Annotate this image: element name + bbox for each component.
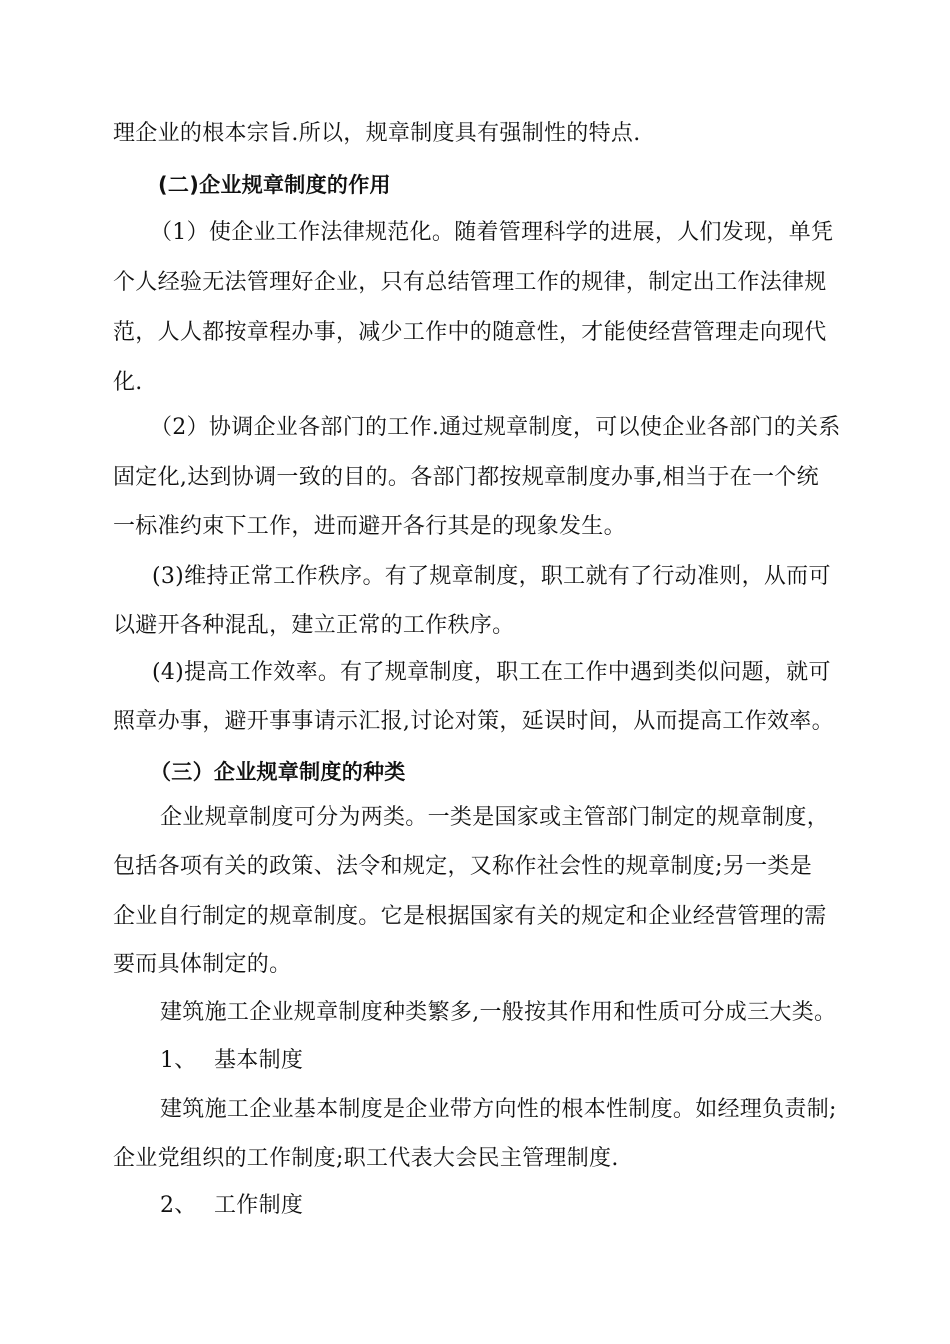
paragraph-line: 建筑施工企业基本制度是企业带方向性的根本性制度。如经理负责制; — [160, 1097, 837, 1122]
list-item — [160, 1046, 890, 1076]
list-item-label: 工作制度 — [214, 1193, 304, 1218]
paragraph-line: 化. — [113, 370, 143, 395]
paragraph-line: 以避开各种混乱，建立正常的工作秩序。 — [113, 613, 515, 638]
section-heading: (二)企业规章制度的作用 — [158, 173, 391, 197]
paragraph-line: 包括各项有关的政策、法令和规定，又称作社会性的规章制度;另一类是 — [113, 854, 813, 879]
list-item-number: 2、 — [160, 1193, 197, 1218]
paragraph-line: 固定化,达到协调一致的目的。各部门都按规章制度办事,相当于在一个统 — [113, 465, 819, 490]
paragraph-line: 范，人人都按章程办事，减少工作中的随意性，才能使经营管理走向现代 — [113, 320, 827, 345]
paragraph-line: 企业自行制定的规章制度。它是根据国家有关的规定和企业经营管理的需 — [113, 904, 827, 929]
paragraph-line: (3)维持正常工作秩序。有了规章制度，职工就有了行动准则，从而可 — [152, 564, 831, 589]
paragraph-line: 理企业的根本宗旨.所以，规章制度具有强制性的特点. — [113, 121, 641, 146]
paragraph-line: （2）协调企业各部门的工作.通过规章制度，可以使企业各部门的关系 — [150, 415, 841, 440]
section-heading: （三）企业规章制度的种类 — [150, 760, 406, 784]
paragraph-line: （1）使企业工作法律规范化。随着管理科学的进展，人们发现，单凭 — [150, 220, 834, 245]
paragraph-line: 建筑施工企业规章制度种类繁多,一般按其作用和性质可分成三大类。 — [160, 1000, 837, 1025]
paragraph-line: (4)提高工作效率。有了规章制度，职工在工作中遇到类似问题，就可 — [152, 660, 831, 685]
paragraph-line: 个人经验无法管理好企业，只有总结管理工作的规律，制定出工作法律规 — [113, 270, 827, 295]
paragraph-line: 要而具体制定的。 — [113, 952, 292, 977]
list-item-label: 基本制度 — [214, 1048, 304, 1073]
paragraph-line: 一标准约束下工作，进而避开各行其是的现象发生。 — [113, 514, 626, 539]
paragraph-line: 企业党组织的工作制度;职工代表大会民主管理制度. — [113, 1146, 619, 1171]
list-item-number: 1、 — [160, 1048, 197, 1073]
paragraph-line: 照章办事，避开事事请示汇报,讨论对策，延误时间，从而提高工作效率。 — [113, 709, 834, 734]
paragraph-line: 企业规章制度可分为两类。一类是国家或主管部门制定的规章制度， — [160, 805, 830, 830]
list-item — [160, 1191, 890, 1221]
